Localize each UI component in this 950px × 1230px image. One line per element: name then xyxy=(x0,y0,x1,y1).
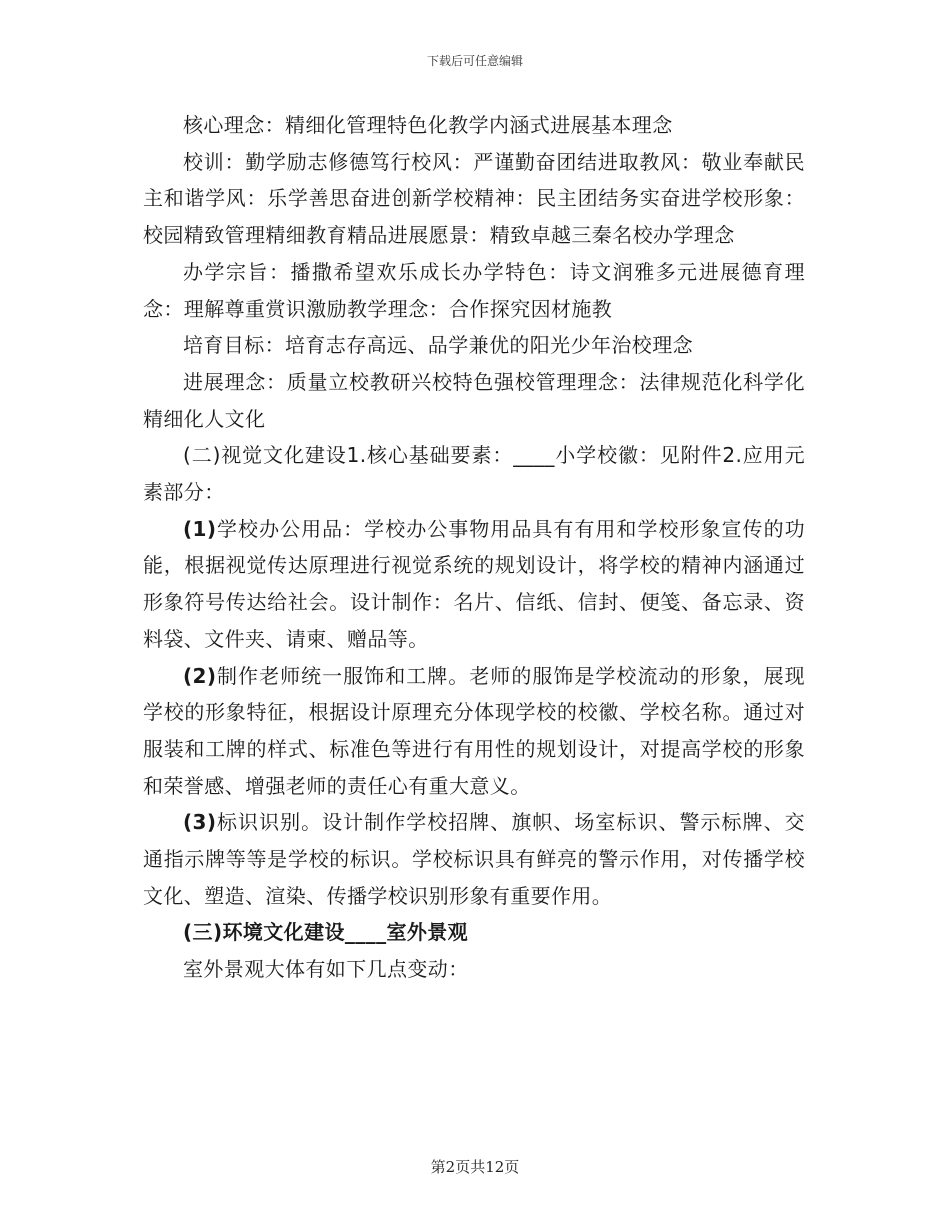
item-number: (3) xyxy=(183,810,217,835)
document-body xyxy=(143,107,805,988)
item-number: (1) xyxy=(183,516,217,541)
paragraph-training-goal: 培育目标：培育志存高远、品学兼优的阳光少年治校理念 xyxy=(183,333,693,358)
paragraph-text: 制作老师统一服饰和工牌。老师的服饰是学校流动的形象，展现学校的形象特征，根据设计原理充分体现学校的校徽、学校名称。通过对服装和工牌的样式、标准色等进行有用性的规划设计，对提高学校的形象和荣誉感、增强老师的责任心有重大意义。 xyxy=(143,663,805,798)
page-header: 下载后可任意编辑 xyxy=(426,54,523,68)
paragraph-outdoor-changes: 室外景观大体有如下几点变动： xyxy=(183,957,469,982)
paragraph-signage xyxy=(143,804,805,914)
section-heading-environment: (三)环境文化建设____室外景观 xyxy=(183,920,469,945)
paragraph-core-concept: 核心理念：精细化管理特色化教学内涵式进展基本理念 xyxy=(183,113,673,137)
paragraph-text: 标识识别。设计制作学校招牌、旗帜、场室标识、警示标牌、交通指示牌等等是学校的标识。学校标识具有鲜亮的警示作用，对传播学校文化、塑造、渲染、传播学校识别形象有重要作用。 xyxy=(143,810,805,908)
paragraph-school-motto: 校训：勤学励志修德笃行校风：严谨勤奋团结进取教风：敬业奉献民主和谐学风：乐学善思奋进创新学校精神：民主团结务实奋进学校形象：校园精致管理精细教育精品进展愿景：精致卓越三秦名校办学理念 xyxy=(143,149,805,248)
paragraph-development-concept: 进展理念：质量立校教研兴校特色强校管理理念：法律规范化科学化精细化人文化 xyxy=(143,369,805,431)
item-number: (2) xyxy=(183,663,217,688)
page-footer: 第2页共12页 xyxy=(430,1158,520,1176)
paragraph-teacher-uniform xyxy=(143,658,805,805)
paragraph-text: 学校办公用品：学校办公事物用品具有有用和学校形象宣传的功能，根据视觉传达原理进行视觉系统的规划设计，将学校的精神内涵通过形象符号传达给社会。设计制作：名片、信纸、信封、便笺、备忘录、资料袋、文件夹、请柬、赠品等。 xyxy=(143,516,805,651)
paragraph-office-supplies xyxy=(143,511,805,658)
paragraph-school-purpose: 办学宗旨：播撒希望欢乐成长办学特色：诗文润雅多元进展德育理念：理解尊重赏识激励教学理念：合作探究因材施教 xyxy=(143,259,805,321)
paragraph-visual-culture: (二)视觉文化建设1.核心基础要素：____小学校徽：见附件2.应用元素部分： xyxy=(143,443,805,505)
